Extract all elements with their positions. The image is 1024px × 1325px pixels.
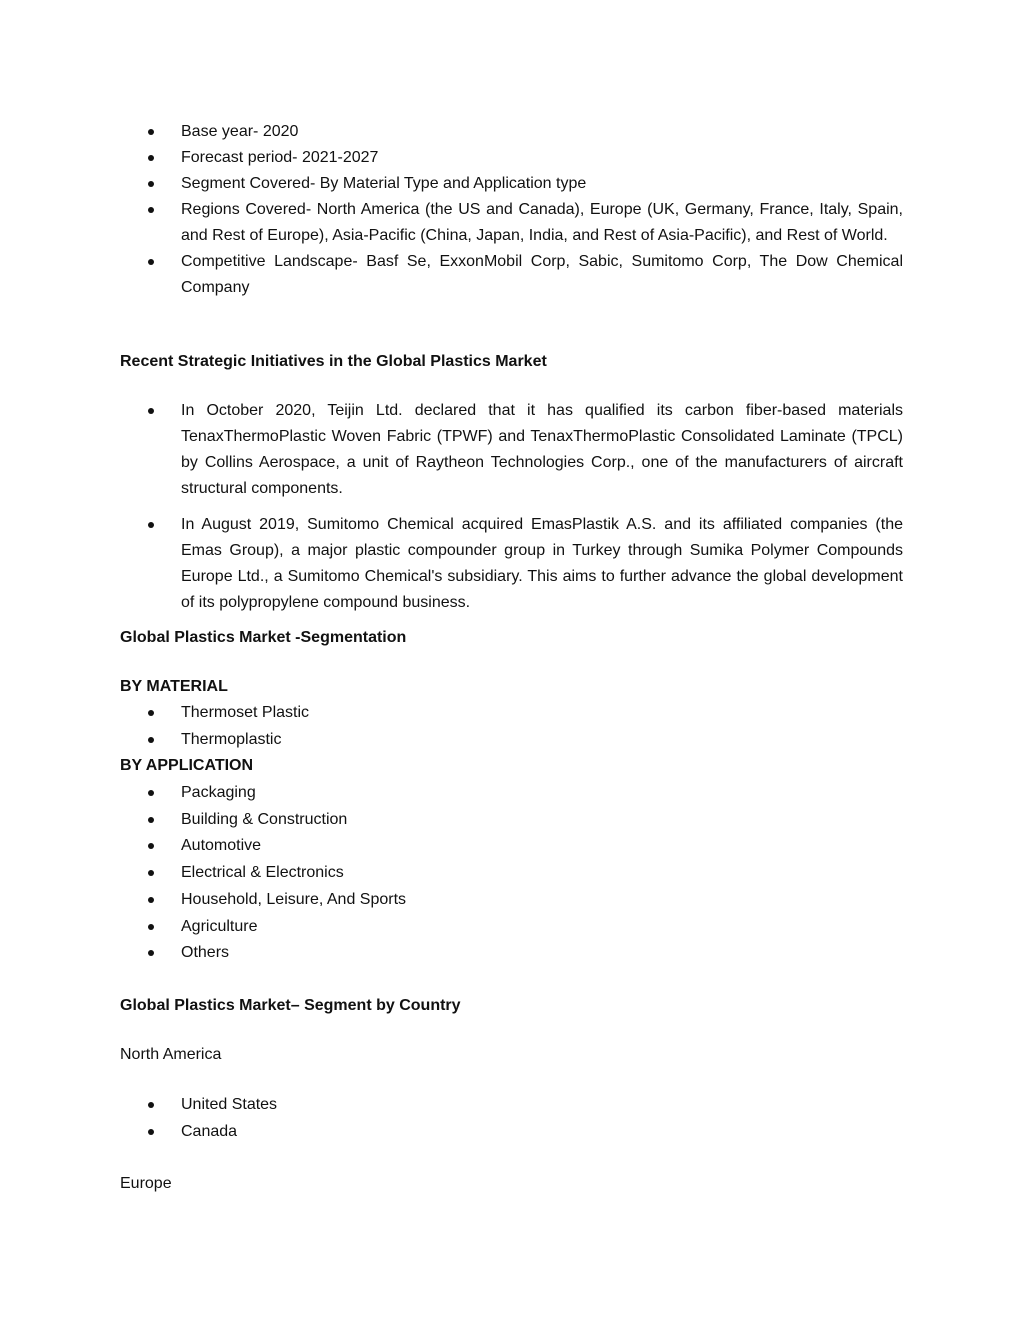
bullet-icon: [148, 522, 154, 528]
bullet-icon: [148, 897, 154, 903]
list-item: Competitive Landscape- Basf Se, ExxonMobil Corp, Sabic, Sumitomo Corp, The Dow Chemical Company: [120, 249, 903, 301]
bullet-icon: [148, 817, 154, 823]
bullet-icon: [148, 710, 154, 716]
material-list: [120, 700, 903, 753]
north-america-label: North America: [120, 1046, 222, 1063]
initiatives-list: [120, 398, 903, 616]
bullet-icon: [148, 207, 154, 213]
list-item: Building & Construction: [120, 807, 903, 834]
list-item: Canada: [120, 1119, 903, 1146]
bullet-icon: [148, 1129, 154, 1135]
list-item: Thermoset Plastic: [120, 700, 903, 727]
overview-list: [120, 119, 903, 301]
list-item: Agriculture: [120, 914, 903, 941]
country-heading: Global Plastics Market– Segment by Country: [120, 997, 461, 1014]
application-list: [120, 780, 903, 967]
bullet-icon: [148, 924, 154, 930]
list-item: Packaging: [120, 780, 903, 807]
bullet-icon: [148, 129, 154, 135]
bullet-icon: [148, 181, 154, 187]
bullet-icon: [148, 259, 154, 265]
bullet-icon: [148, 843, 154, 849]
bullet-icon: [148, 737, 154, 743]
material-heading: BY MATERIAL: [120, 678, 228, 695]
list-item: Segment Covered- By Material Type and Application type: [120, 171, 903, 197]
list-item: Others: [120, 940, 903, 967]
list-item: In August 2019, Sumitomo Chemical acquired EmasPlastik A.S. and its affiliated companies (the Emas Group), a major plastic compounder group in Turkey through Sumika Polymer Compounds Europe Ltd., a Sumitomo Chemical's subsidiary. This aims to further advance the global development of its polypropylene compound business.: [120, 512, 903, 616]
list-item: United States: [120, 1092, 903, 1119]
list-item: Thermoplastic: [120, 727, 903, 754]
bullet-icon: [148, 408, 154, 414]
north-america-list: [120, 1092, 903, 1145]
list-item: In October 2020, Teijin Ltd. declared that it has qualified its carbon fiber-based materials TenaxThermoPlastic Woven Fabric (TPWF) and TenaxThermoPlastic Consolidated Laminate (TPCL) by Collins Aerospace, a unit of Raytheon Technologies Corp., one of the manufacturers of aircraft structural components.: [120, 398, 903, 502]
bullet-icon: [148, 950, 154, 956]
bullet-icon: [148, 870, 154, 876]
bullet-icon: [148, 155, 154, 161]
bullet-icon: [148, 1102, 154, 1108]
list-item: Electrical & Electronics: [120, 860, 903, 887]
europe-label: Europe: [120, 1175, 172, 1192]
list-item: Automotive: [120, 833, 903, 860]
list-item: Forecast period- 2021-2027: [120, 145, 903, 171]
list-item: Base year- 2020: [120, 119, 903, 145]
initiatives-heading: Recent Strategic Initiatives in the Global Plastics Market: [120, 353, 547, 370]
list-item: Regions Covered- North America (the US and Canada), Europe (UK, Germany, France, Italy, Spain, and Rest of Europe), Asia-Pacific (China, Japan, India, and Rest of Asia-Pacific), and Rest of World.: [120, 197, 903, 249]
bullet-icon: [148, 790, 154, 796]
application-heading: BY APPLICATION: [120, 757, 254, 774]
list-item: Household, Leisure, And Sports: [120, 887, 903, 914]
segmentation-heading: Global Plastics Market -Segmentation: [120, 629, 407, 646]
